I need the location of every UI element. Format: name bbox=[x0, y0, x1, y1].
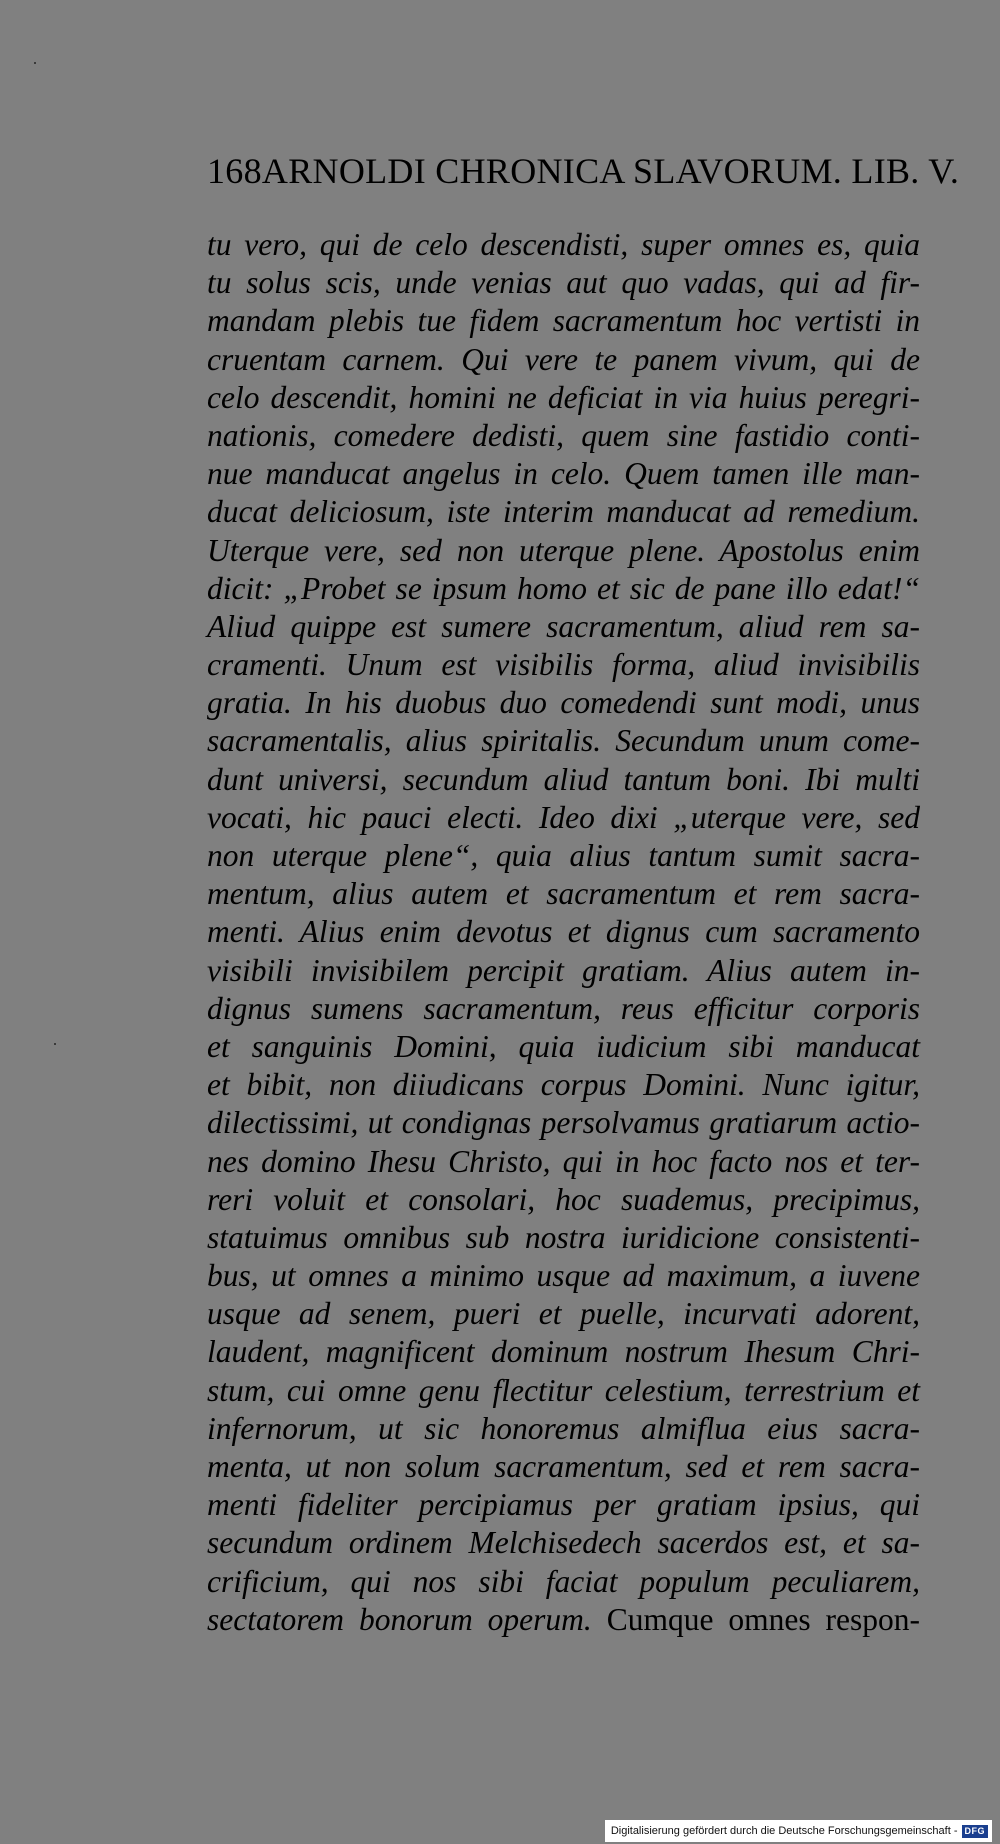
text-line: laudent, magnificent dominum nostrum Ihesum Chri- bbox=[207, 1334, 920, 1370]
running-head bbox=[207, 150, 960, 191]
text-line: celo descendit, homini ne deficiat in via huius peregri- bbox=[207, 379, 920, 415]
text-line: non uterque plene“, quia alius tantum sumit sacra- bbox=[207, 838, 920, 873]
text-line: menti. Alius enim devotus et dignus cum sacramento bbox=[207, 914, 920, 950]
text-line: dilectissimi, ut condignas persolvamus gratiarum actio- bbox=[207, 1105, 920, 1141]
text-line: bus, ut omnes a minimo usque ad maximum, a iuvene bbox=[207, 1258, 920, 1294]
text-line: cruentam carnem. Qui vere te panem vivum, qui de bbox=[207, 341, 920, 377]
text-line: nue manducat angelus in celo. Quem tamen ille man- bbox=[207, 456, 920, 492]
italic-sentence-end: sectatorem bonorum operum. bbox=[207, 1601, 592, 1637]
text-line: menti fideliter percipiamus per gratiam ipsius, qui bbox=[207, 1487, 920, 1523]
text-line: et bibit, non diiudicans corpus Domini. Nunc igitur, bbox=[207, 1067, 920, 1103]
text-line: usque ad senem, pueri et puelle, incurvati adorent, bbox=[207, 1296, 920, 1332]
text-line: stum, cui omne genu flectitur celestium, terrestrium et bbox=[207, 1372, 920, 1408]
text-line: mentum, alius autem et sacramentum et rem sacra- bbox=[207, 876, 920, 912]
text-line: dicit: „Probet se ipsum homo et sic de pane illo edat!“ bbox=[207, 570, 920, 606]
credit-text: Digitalisierung gefördert durch die Deutsche Forschungsgemeinschaft - bbox=[610, 1825, 958, 1837]
text-line: mandam plebis tue fidem sacramentum hoc vertisti in bbox=[207, 303, 920, 339]
text-line: et sanguinis Domini, quia iudicium sibi manducat bbox=[207, 1028, 920, 1064]
text-line: secundum ordinem Melchisedech sacerdos est, et sa- bbox=[207, 1525, 920, 1561]
body-text bbox=[207, 226, 920, 1639]
text-line: dunt universi, secundum aliud tantum boni. Ibi multi bbox=[207, 761, 920, 797]
text-line-last bbox=[207, 1601, 920, 1639]
text-line: crificium, qui nos sibi faciat populum peculiarem, bbox=[207, 1563, 920, 1599]
digitization-credit bbox=[605, 1820, 992, 1842]
text-line: cramenti. Unum est visibilis forma, aliud invisibilis bbox=[207, 647, 920, 683]
roman-continuation: Cumque omnes respon- bbox=[606, 1601, 920, 1637]
text-line: Uterque vere, sed non uterque plene. Apostolus enim bbox=[207, 532, 920, 568]
text-line: infernorum, ut sic honoremus almiflua eius sacra- bbox=[207, 1410, 920, 1446]
text-line: ducat deliciosum, iste interim manducat ad remedium. bbox=[207, 494, 920, 530]
text-line: visibili invisibilem percipit gratiam. Alius autem in- bbox=[207, 952, 920, 988]
page-number: 168 bbox=[207, 151, 262, 191]
text-line: statuimus omnibus sub nostra iuridicione consistenti- bbox=[207, 1219, 920, 1255]
text-line: reri voluit et consolari, hoc suademus, precipimus, bbox=[207, 1181, 920, 1217]
text-line: menta, ut non solum sacramentum, sed et rem sacra- bbox=[207, 1449, 920, 1484]
text-line: tu solus scis, unde venias aut quo vadas, qui ad fir- bbox=[207, 265, 920, 301]
text-line: dignus sumens sacramentum, reus efficitur corporis bbox=[207, 990, 920, 1026]
text-line: vocati, hic pauci electi. Ideo dixi „uterque vere, sed bbox=[207, 799, 920, 835]
margin-speck bbox=[54, 1043, 56, 1045]
text-line: nes domino Ihesu Christo, qui in hoc facto nos et ter- bbox=[207, 1143, 920, 1179]
running-title: ARNOLDI CHRONICA SLAVORUM. LIB. V. bbox=[261, 151, 960, 191]
text-line: nationis, comedere dedisti, quem sine fastidio conti- bbox=[207, 417, 920, 453]
text-line: tu vero, qui de celo descendisti, super omnes es, quia bbox=[207, 227, 920, 262]
text-line: Aliud quippe est sumere sacramentum, aliud rem sa- bbox=[207, 608, 920, 644]
dfg-logo-icon: DFG bbox=[962, 1825, 989, 1838]
margin-speck bbox=[34, 62, 36, 64]
text-line: gratia. In his duobus duo comedendi sunt modi, unus bbox=[207, 685, 920, 721]
text-line: sacramentalis, alius spiritalis. Secundum unum come- bbox=[207, 723, 920, 759]
